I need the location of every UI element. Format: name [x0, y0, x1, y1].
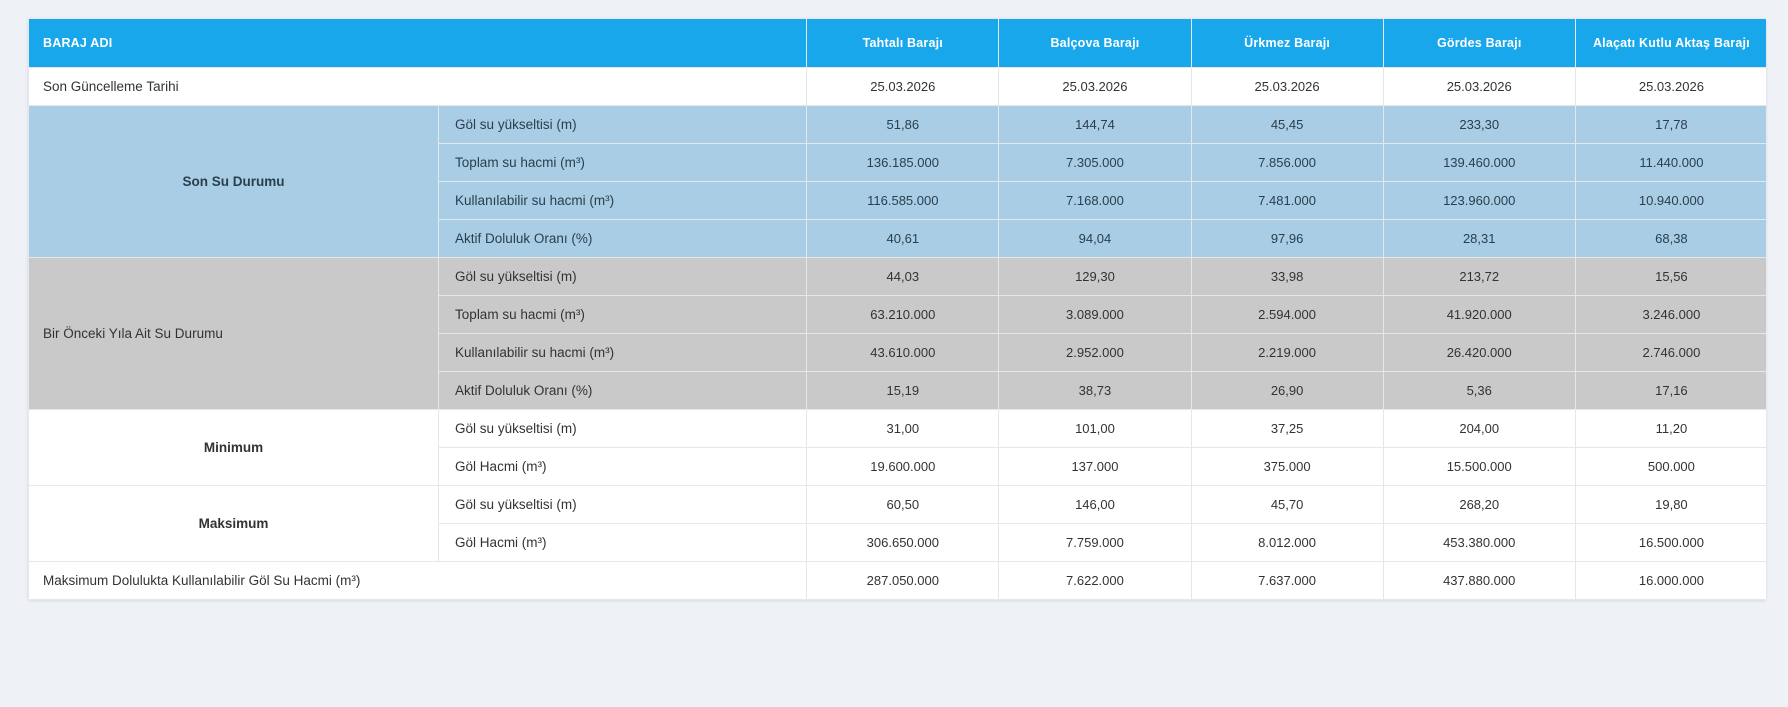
cell-last-update-2: 25.03.2026 — [999, 68, 1191, 106]
cell-value: 268,20 — [1383, 486, 1575, 524]
header-cell-dam-4: Gördes Barajı — [1383, 19, 1575, 68]
cell-max-usable-4: 437.880.000 — [1383, 562, 1575, 600]
dam-status-table — [28, 18, 1766, 600]
header-cell-dam-2: Balçova Barajı — [999, 19, 1191, 68]
row-label: Aktif Doluluk Oranı (%) — [439, 220, 807, 258]
header-cell-dam-5: Alaçatı Kutlu Aktaş Barajı — [1575, 19, 1766, 68]
cell-value: 306.650.000 — [807, 524, 999, 562]
cell-value: 19,80 — [1575, 486, 1766, 524]
section-title-minimum: Minimum — [29, 410, 439, 486]
cell-value: 31,00 — [807, 410, 999, 448]
cell-value: 17,78 — [1575, 106, 1766, 144]
cell-value: 43.610.000 — [807, 334, 999, 372]
cell-value: 2.746.000 — [1575, 334, 1766, 372]
cell-value: 2.219.000 — [1191, 334, 1383, 372]
cell-max-usable-3: 7.637.000 — [1191, 562, 1383, 600]
cell-value: 233,30 — [1383, 106, 1575, 144]
table-row — [29, 410, 1767, 448]
cell-last-update-3: 25.03.2026 — [1191, 68, 1383, 106]
cell-value: 3.089.000 — [999, 296, 1191, 334]
section-title-current-water-status: Son Su Durumu — [29, 106, 439, 258]
cell-value: 16.500.000 — [1575, 524, 1766, 562]
row-label-last-update: Son Güncelleme Tarihi — [29, 68, 807, 106]
row-label: Göl su yükseltisi (m) — [439, 258, 807, 296]
cell-value: 26,90 — [1191, 372, 1383, 410]
cell-value: 453.380.000 — [1383, 524, 1575, 562]
cell-value: 123.960.000 — [1383, 182, 1575, 220]
cell-value: 213,72 — [1383, 258, 1575, 296]
cell-value: 137.000 — [999, 448, 1191, 486]
cell-value: 94,04 — [999, 220, 1191, 258]
row-label: Aktif Doluluk Oranı (%) — [439, 372, 807, 410]
row-label: Kullanılabilir su hacmi (m³) — [439, 334, 807, 372]
table-row-max-usable-volume — [29, 562, 1767, 600]
cell-value: 8.012.000 — [1191, 524, 1383, 562]
cell-value: 7.856.000 — [1191, 144, 1383, 182]
row-label: Göl Hacmi (m³) — [439, 524, 807, 562]
table-row — [29, 486, 1767, 524]
cell-value: 33,98 — [1191, 258, 1383, 296]
cell-value: 136.185.000 — [807, 144, 999, 182]
cell-value: 19.600.000 — [807, 448, 999, 486]
table-row — [29, 258, 1767, 296]
cell-last-update-5: 25.03.2026 — [1575, 68, 1766, 106]
dam-status-card — [28, 18, 1766, 600]
row-label: Göl su yükseltisi (m) — [439, 486, 807, 524]
cell-value: 7.481.000 — [1191, 182, 1383, 220]
row-label: Toplam su hacmi (m³) — [439, 296, 807, 334]
cell-value: 139.460.000 — [1383, 144, 1575, 182]
cell-max-usable-2: 7.622.000 — [999, 562, 1191, 600]
header-cell-dam-name: BARAJ ADI — [29, 19, 807, 68]
cell-value: 40,61 — [807, 220, 999, 258]
cell-last-update-4: 25.03.2026 — [1383, 68, 1575, 106]
cell-value: 204,00 — [1383, 410, 1575, 448]
cell-value: 500.000 — [1575, 448, 1766, 486]
row-label: Göl su yükseltisi (m) — [439, 106, 807, 144]
cell-value: 45,45 — [1191, 106, 1383, 144]
cell-value: 2.952.000 — [999, 334, 1191, 372]
cell-value: 7.168.000 — [999, 182, 1191, 220]
cell-value: 60,50 — [807, 486, 999, 524]
cell-value: 38,73 — [999, 372, 1191, 410]
cell-value: 11.440.000 — [1575, 144, 1766, 182]
row-label: Göl Hacmi (m³) — [439, 448, 807, 486]
table-body — [29, 68, 1767, 600]
section-title-previous-year-water-status: Bir Önceki Yıla Ait Su Durumu — [29, 258, 439, 410]
cell-value: 45,70 — [1191, 486, 1383, 524]
cell-value: 26.420.000 — [1383, 334, 1575, 372]
section-title-maximum: Maksimum — [29, 486, 439, 562]
cell-value: 101,00 — [999, 410, 1191, 448]
cell-value: 51,86 — [807, 106, 999, 144]
row-label: Göl su yükseltisi (m) — [439, 410, 807, 448]
cell-max-usable-5: 16.000.000 — [1575, 562, 1766, 600]
cell-value: 7.759.000 — [999, 524, 1191, 562]
table-row-last-update — [29, 68, 1767, 106]
row-label-max-usable-volume: Maksimum Dolulukta Kullanılabilir Göl Su Hacmi (m³) — [29, 562, 807, 600]
cell-max-usable-1: 287.050.000 — [807, 562, 999, 600]
cell-value: 375.000 — [1191, 448, 1383, 486]
cell-last-update-1: 25.03.2026 — [807, 68, 999, 106]
table-row — [29, 106, 1767, 144]
cell-value: 146,00 — [999, 486, 1191, 524]
cell-value: 11,20 — [1575, 410, 1766, 448]
cell-value: 2.594.000 — [1191, 296, 1383, 334]
cell-value: 144,74 — [999, 106, 1191, 144]
table-header — [29, 19, 1767, 68]
cell-value: 17,16 — [1575, 372, 1766, 410]
cell-value: 116.585.000 — [807, 182, 999, 220]
cell-value: 15.500.000 — [1383, 448, 1575, 486]
cell-value: 37,25 — [1191, 410, 1383, 448]
cell-value: 68,38 — [1575, 220, 1766, 258]
cell-value: 44,03 — [807, 258, 999, 296]
table-header-row — [29, 19, 1767, 68]
cell-value: 15,56 — [1575, 258, 1766, 296]
row-label: Toplam su hacmi (m³) — [439, 144, 807, 182]
header-cell-dam-1: Tahtalı Barajı — [807, 19, 999, 68]
cell-value: 5,36 — [1383, 372, 1575, 410]
cell-value: 28,31 — [1383, 220, 1575, 258]
cell-value: 15,19 — [807, 372, 999, 410]
cell-value: 97,96 — [1191, 220, 1383, 258]
cell-value: 3.246.000 — [1575, 296, 1766, 334]
cell-value: 63.210.000 — [807, 296, 999, 334]
cell-value: 129,30 — [999, 258, 1191, 296]
header-cell-dam-3: Ürkmez Barajı — [1191, 19, 1383, 68]
cell-value: 41.920.000 — [1383, 296, 1575, 334]
row-label: Kullanılabilir su hacmi (m³) — [439, 182, 807, 220]
cell-value: 7.305.000 — [999, 144, 1191, 182]
cell-value: 10.940.000 — [1575, 182, 1766, 220]
